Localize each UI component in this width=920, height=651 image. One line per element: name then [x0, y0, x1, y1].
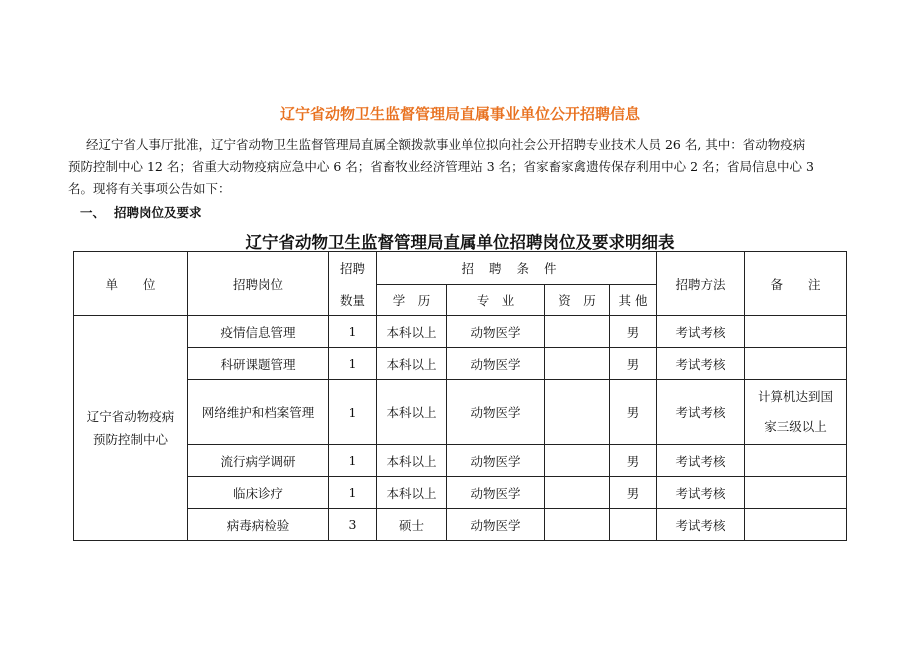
unit-name-cell	[74, 316, 188, 541]
position-cell: 临床诊疗	[188, 477, 329, 509]
header-remarks: 备 注	[745, 252, 847, 316]
major-cell: 动物医学	[447, 509, 545, 541]
header-education: 学 历	[377, 285, 447, 316]
experience-cell	[545, 445, 610, 477]
education-cell: 硕士	[377, 509, 447, 541]
section-title: 招聘岗位及要求	[114, 205, 202, 220]
education-cell: 本科以上	[377, 477, 447, 509]
table-row	[74, 509, 847, 541]
section-number: 一、	[80, 205, 106, 220]
method-cell: 考试考核	[657, 316, 745, 348]
count-cell: 1	[329, 477, 377, 509]
experience-cell	[545, 509, 610, 541]
header-other: 其 他	[610, 285, 657, 316]
experience-cell	[545, 477, 610, 509]
education-cell: 本科以上	[377, 316, 447, 348]
method-cell: 考试考核	[657, 380, 745, 445]
count-cell: 3	[329, 509, 377, 541]
intro-paragraph	[68, 134, 866, 200]
method-cell: 考试考核	[657, 477, 745, 509]
header-experience: 资 历	[545, 285, 610, 316]
header-method: 招聘方法	[657, 252, 745, 316]
major-cell: 动物医学	[447, 316, 545, 348]
document-title: 辽宁省动物卫生监督管理局直属事业单位公开招聘信息	[279, 105, 640, 123]
table-row	[74, 380, 847, 445]
method-cell: 考试考核	[657, 348, 745, 380]
position-cell: 疫情信息管理	[188, 316, 329, 348]
unit-name-line: 辽宁省动物疫病	[86, 409, 175, 424]
header-count-top: 招聘	[329, 252, 377, 285]
education-cell: 本科以上	[377, 445, 447, 477]
header-unit: 单 位	[74, 252, 188, 316]
other-cell: 男	[610, 316, 657, 348]
position-cell: 网络维护和档案管理	[188, 380, 329, 445]
table-row	[74, 316, 847, 348]
other-cell: 男	[610, 348, 657, 380]
method-cell: 考试考核	[657, 445, 745, 477]
intro-line: 经辽宁省人事厅批准，辽宁省动物卫生监督管理局直属全额拨款事业单位拟向社会公开招聘专业技术人员 26 名, 其中：省动物疫病	[86, 137, 806, 152]
unit-name-line: 预防控制中心	[92, 432, 168, 447]
remarks-cell	[745, 509, 847, 541]
experience-cell	[545, 348, 610, 380]
header-count-bottom: 数量	[329, 285, 377, 316]
major-cell: 动物医学	[447, 477, 545, 509]
education-cell: 本科以上	[377, 380, 447, 445]
remarks-cell	[745, 380, 847, 445]
remarks-line: 计算机达到国	[758, 389, 834, 404]
table-title: 辽宁省动物卫生监督管理局直属单位招聘岗位及要求明细表	[245, 233, 675, 252]
header-conditions-label: 招聘条件	[461, 261, 572, 276]
other-cell: 男	[610, 380, 657, 445]
other-cell: 男	[610, 477, 657, 509]
major-cell: 动物医学	[447, 380, 545, 445]
position-cell: 科研课题管理	[188, 348, 329, 380]
section-heading	[80, 203, 202, 221]
count-cell: 1	[329, 445, 377, 477]
header-position: 招聘岗位	[188, 252, 329, 316]
other-cell	[610, 509, 657, 541]
method-cell: 考试考核	[657, 509, 745, 541]
experience-cell	[545, 316, 610, 348]
count-cell: 1	[329, 348, 377, 380]
table-row	[74, 477, 847, 509]
table-row	[74, 445, 847, 477]
major-cell: 动物医学	[447, 348, 545, 380]
position-cell: 流行病学调研	[188, 445, 329, 477]
table-row	[74, 348, 847, 380]
remarks-line: 家三级以上	[764, 419, 827, 434]
intro-line: 名。现将有关事项公告如下：	[68, 181, 231, 196]
header-conditions	[377, 252, 657, 285]
count-cell: 1	[329, 316, 377, 348]
remarks-cell	[745, 445, 847, 477]
recruitment-table	[73, 251, 847, 541]
remarks-cell	[745, 477, 847, 509]
major-cell: 动物医学	[447, 445, 545, 477]
remarks-cell	[745, 348, 847, 380]
position-cell: 病毒病检验	[188, 509, 329, 541]
remarks-cell	[745, 316, 847, 348]
header-major: 专 业	[447, 285, 545, 316]
header-row	[74, 252, 847, 285]
education-cell: 本科以上	[377, 348, 447, 380]
other-cell: 男	[610, 445, 657, 477]
experience-cell	[545, 380, 610, 445]
intro-line: 预防控制中心 12 名；省重大动物疫病应急中心 6 名；省畜牧业经济管理站 3 名；省家畜家禽遗传保存利用中心 2 名；省局信息中心 3	[68, 159, 814, 174]
count-cell: 1	[329, 380, 377, 445]
